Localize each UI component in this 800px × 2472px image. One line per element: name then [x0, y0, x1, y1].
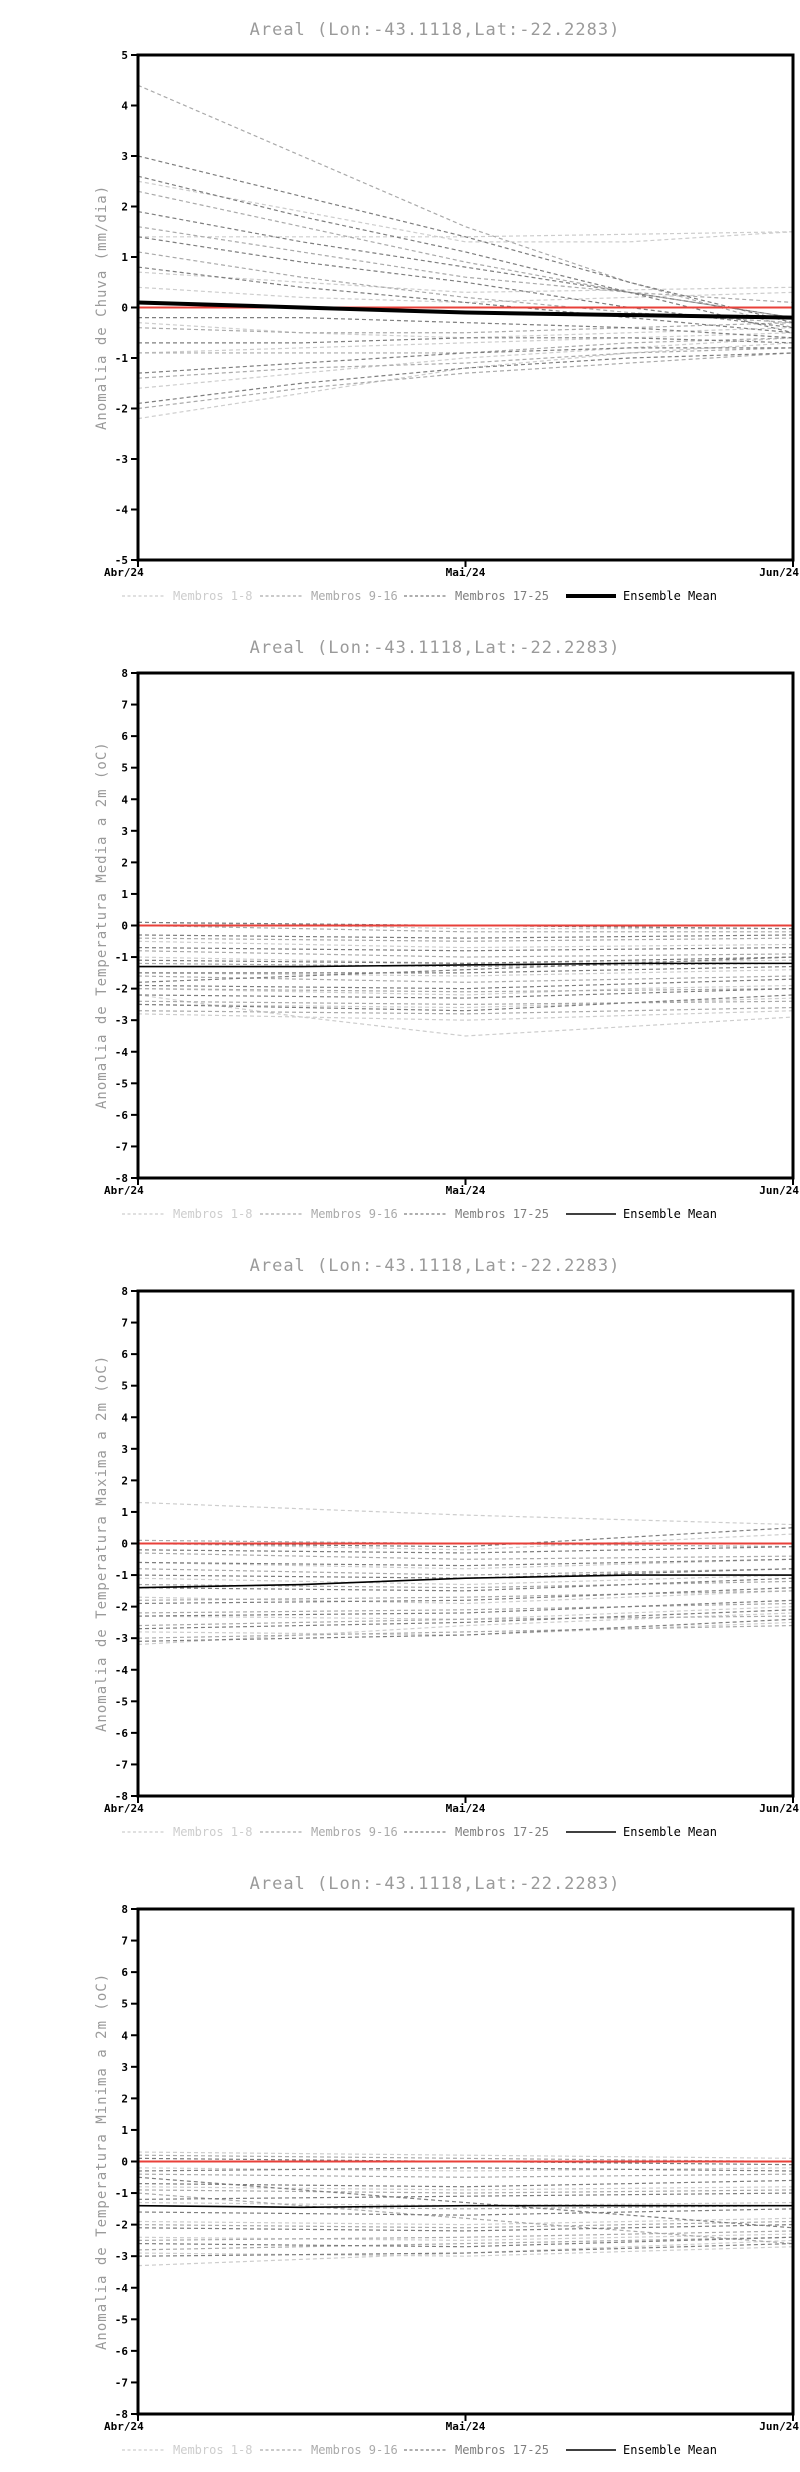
- y-tick-label: 1: [121, 2123, 128, 2137]
- y-axis-label: Anomalia de Temperatura Media a 2m (oC): [94, 741, 110, 1110]
- member-line-17-25: [138, 1588, 793, 1604]
- y-tick-label: 0: [121, 1537, 128, 1551]
- member-line-17-25: [138, 318, 793, 338]
- y-tick-label: 1: [121, 1505, 128, 1519]
- legend-label-ensemble-mean: Ensemble Mean: [623, 1825, 717, 1839]
- member-line-17-25: [138, 212, 793, 318]
- x-tick-label: Jun/24: [759, 2420, 799, 2433]
- legend-label-ensemble-mean: Ensemble Mean: [623, 1207, 717, 1221]
- max-temperature-anomaly-chart: [0, 1266, 800, 1854]
- y-tick-label: 4: [121, 793, 128, 807]
- y-tick-label: -2: [114, 982, 128, 996]
- chart-panel-precipitation-anomaly: [0, 0, 800, 618]
- y-tick-label: -5: [114, 1077, 128, 1091]
- x-tick-label: Abr/24: [104, 1184, 144, 1197]
- y-tick-label: -8: [114, 1172, 128, 1185]
- y-tick-label: 4: [121, 2029, 128, 2043]
- y-tick-label: 1: [121, 251, 128, 264]
- y-tick-label: -1: [114, 2187, 128, 2201]
- legend-label-membros-17-25: Membros 17-25: [455, 1825, 549, 1839]
- x-tick-label: Jun/24: [759, 1802, 799, 1815]
- y-tick-label: -6: [114, 1108, 128, 1122]
- ensemble-mean-line: [138, 302, 793, 317]
- member-line-9-16: [138, 951, 793, 957]
- y-tick-label: -5: [114, 2313, 128, 2327]
- y-tick-label: 2: [121, 856, 128, 870]
- y-tick-label: -4: [114, 503, 128, 517]
- x-tick-label: Jun/24: [759, 1184, 799, 1197]
- member-line-1-8: [138, 1502, 793, 1524]
- y-tick-label: -4: [114, 1663, 128, 1677]
- y-tick-label: -5: [114, 1695, 128, 1709]
- y-tick-label: -7: [114, 1140, 128, 1154]
- member-line-17-25: [138, 2209, 793, 2215]
- member-line-9-16: [138, 1001, 793, 1004]
- member-line-1-8: [138, 2152, 793, 2158]
- x-tick-label: Abr/24: [104, 1802, 144, 1815]
- chart-title: Areal (Lon:-43.1118,Lat:-22.2283): [249, 638, 621, 658]
- y-tick-label: -2: [114, 1600, 128, 1614]
- y-tick-label: 2: [121, 200, 128, 214]
- member-line-9-16: [138, 85, 793, 327]
- member-line-1-8: [138, 1534, 793, 1550]
- chart-panel-mean-temperature-anomaly: [0, 618, 800, 1236]
- member-line-17-25: [138, 2193, 793, 2199]
- legend-label-membros-9-16: Membros 9-16: [311, 1825, 398, 1839]
- chart-panel-max-temperature-anomaly: [0, 1236, 800, 1854]
- y-tick-label: -6: [114, 1726, 128, 1740]
- member-line-9-16: [138, 2190, 793, 2193]
- y-tick-label: 6: [121, 1348, 128, 1362]
- y-tick-label: 4: [121, 99, 128, 113]
- y-tick-label: 0: [121, 2155, 128, 2169]
- legend-label-membros-17-25: Membros 17-25: [455, 1207, 549, 1221]
- legend-label-membros-17-25: Membros 17-25: [455, 589, 549, 603]
- member-line-17-25: [138, 348, 793, 373]
- y-tick-label: -4: [114, 1045, 128, 1059]
- member-line-1-8: [138, 2187, 793, 2190]
- y-tick-label: 8: [121, 667, 128, 680]
- y-tick-label: 4: [121, 1411, 128, 1425]
- member-line-9-16: [138, 938, 793, 941]
- member-line-9-16: [138, 1591, 793, 1600]
- y-tick-label: -3: [114, 453, 128, 466]
- y-tick-label: 8: [121, 1285, 128, 1298]
- y-tick-label: -7: [114, 1758, 128, 1772]
- chart-panel-min-temperature-anomaly: [0, 1854, 800, 2472]
- y-tick-label: -2: [114, 402, 128, 416]
- member-line-17-25: [138, 338, 793, 343]
- ensemble-mean-line: [138, 1575, 793, 1588]
- member-line-17-25: [138, 957, 793, 963]
- y-tick-label: -3: [114, 1014, 128, 1028]
- member-line-17-25: [138, 2180, 793, 2186]
- legend-label-membros-9-16: Membros 9-16: [311, 589, 398, 603]
- y-tick-label: 3: [121, 824, 128, 838]
- y-axis-label: Anomalia de Chuva (mm/dia): [94, 184, 110, 431]
- legend-label-membros-1-8: Membros 1-8: [173, 2443, 253, 2457]
- y-tick-label: 7: [121, 1934, 128, 1948]
- y-tick-label: -1: [114, 352, 128, 365]
- member-line-1-8: [138, 1622, 793, 1635]
- legend-label-membros-1-8: Membros 1-8: [173, 1207, 253, 1221]
- legend-label-membros-17-25: Membros 17-25: [455, 2443, 549, 2457]
- x-tick-label: Jun/24: [759, 566, 799, 579]
- y-tick-label: -8: [114, 1790, 128, 1803]
- y-tick-label: -3: [114, 2250, 128, 2264]
- member-line-9-16: [138, 976, 793, 982]
- y-axis-label: Anomalia de Temperatura Minima a 2m (oC): [94, 1972, 110, 2351]
- y-tick-label: 2: [121, 1474, 128, 1488]
- y-tick-label: 0: [121, 919, 128, 933]
- chart-title: Areal (Lon:-43.1118,Lat:-22.2283): [249, 20, 621, 40]
- y-tick-label: 8: [121, 1903, 128, 1916]
- y-tick-label: -3: [114, 1632, 128, 1646]
- mean-temperature-anomaly-chart: [0, 648, 800, 1236]
- member-line-17-25: [138, 1619, 793, 1641]
- member-line-1-8: [138, 941, 793, 947]
- y-tick-label: -8: [114, 2408, 128, 2421]
- legend-label-ensemble-mean: Ensemble Mean: [623, 2443, 717, 2457]
- member-line-1-8: [138, 232, 793, 237]
- min-temperature-anomaly-chart: [0, 1884, 800, 2472]
- chart-title: Areal (Lon:-43.1118,Lat:-22.2283): [249, 1874, 621, 1894]
- x-tick-label: Mai/24: [445, 1802, 486, 1815]
- y-tick-label: 2: [121, 2092, 128, 2106]
- member-line-9-16: [138, 353, 793, 409]
- legend-label-membros-9-16: Membros 9-16: [311, 2443, 398, 2457]
- member-line-1-8: [138, 957, 793, 963]
- y-tick-label: 7: [121, 1316, 128, 1330]
- legend-label-membros-1-8: Membros 1-8: [173, 589, 253, 603]
- member-line-1-8: [138, 343, 793, 419]
- member-line-9-16: [138, 1553, 793, 1559]
- y-tick-label: -1: [114, 1569, 128, 1583]
- y-tick-label: 3: [121, 150, 128, 163]
- x-tick-label: Abr/24: [104, 2420, 144, 2433]
- member-line-17-25: [138, 1547, 793, 1553]
- y-tick-label: -5: [114, 554, 128, 567]
- member-line-1-8: [138, 338, 793, 389]
- y-tick-label: 1: [121, 887, 128, 901]
- y-tick-label: -6: [114, 2344, 128, 2358]
- y-tick-label: 5: [121, 1379, 128, 1393]
- y-tick-label: -1: [114, 951, 128, 965]
- y-tick-label: 3: [121, 1442, 128, 1456]
- member-line-9-16: [138, 1603, 793, 1612]
- y-tick-label: 0: [121, 301, 128, 315]
- legend-label-membros-9-16: Membros 9-16: [311, 1207, 398, 1221]
- y-tick-label: -2: [114, 2218, 128, 2232]
- member-line-9-16: [138, 1626, 793, 1639]
- legend-label-ensemble-mean: Ensemble Mean: [623, 589, 717, 603]
- y-tick-label: -4: [114, 2281, 128, 2295]
- x-tick-label: Mai/24: [445, 566, 486, 579]
- y-tick-label: 7: [121, 698, 128, 712]
- member-line-17-25: [138, 935, 793, 938]
- x-tick-label: Mai/24: [445, 2420, 486, 2433]
- member-line-9-16: [138, 2174, 793, 2177]
- y-tick-label: 5: [121, 1997, 128, 2011]
- y-tick-label: 5: [121, 49, 128, 62]
- y-axis-label: Anomalia de Temperatura Maxima a 2m (oC): [94, 1354, 110, 1733]
- y-tick-label: 6: [121, 730, 128, 744]
- chart-title: Areal (Lon:-43.1118,Lat:-22.2283): [249, 1256, 621, 1276]
- precipitation-anomaly-chart: [0, 30, 800, 618]
- y-tick-label: -7: [114, 2376, 128, 2390]
- y-tick-label: 6: [121, 1966, 128, 1980]
- y-tick-label: 3: [121, 2060, 128, 2074]
- legend-label-membros-1-8: Membros 1-8: [173, 1825, 253, 1839]
- x-tick-label: Mai/24: [445, 1184, 486, 1197]
- x-tick-label: Abr/24: [104, 566, 144, 579]
- y-tick-label: 5: [121, 761, 128, 775]
- member-line-17-25: [138, 948, 793, 951]
